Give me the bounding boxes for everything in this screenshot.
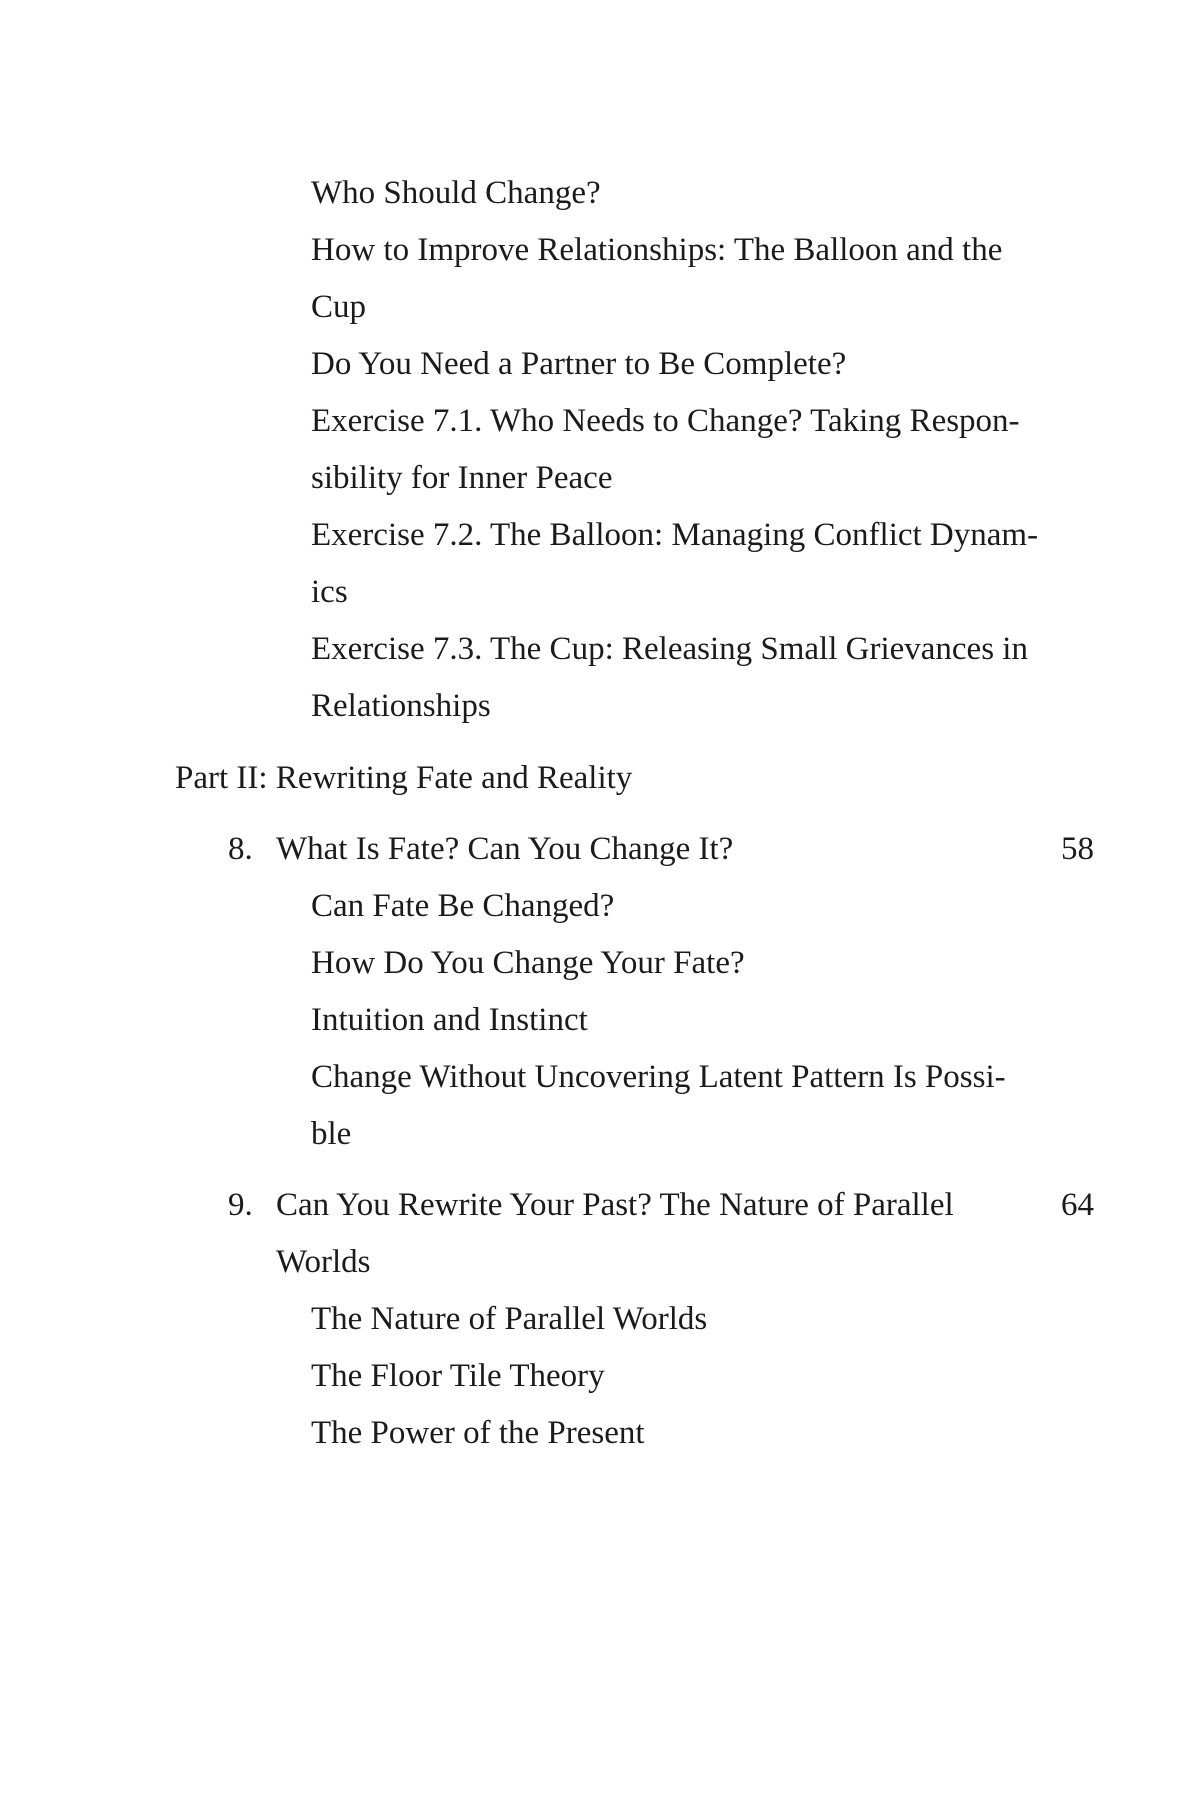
toc-subsection: The Nature of Parallel Worlds	[311, 1301, 708, 1337]
chapter-page-number: 58	[1061, 831, 1094, 867]
toc-subsection: Who Should Change?	[311, 175, 601, 211]
toc-subsection: Exercise 7.2. The Balloon: Managing Conflict Dynam-	[311, 517, 1039, 553]
chapter-number: 8.	[228, 831, 253, 867]
toc-subsection: The Floor Tile Theory	[311, 1358, 605, 1394]
toc-subsection: ics	[311, 574, 348, 610]
chapter-number: 9.	[228, 1187, 253, 1223]
toc-subsection: Exercise 7.3. The Cup: Releasing Small Grievances in	[311, 631, 1028, 667]
toc-subsection: Change Without Uncovering Latent Pattern Is Possi-	[311, 1059, 1006, 1095]
toc-subsection: sibility for Inner Peace	[311, 460, 613, 496]
chapter-page-number: 64	[1061, 1187, 1094, 1223]
chapter-title: Can You Rewrite Your Past? The Nature of Parallel	[276, 1187, 954, 1223]
toc-subsection: Relationships	[311, 688, 491, 724]
toc-subsection: Intuition and Instinct	[311, 1002, 588, 1038]
toc-subsection: Do You Need a Partner to Be Complete?	[311, 346, 847, 382]
toc-subsection: Cup	[311, 289, 367, 325]
part-heading: Part II: Rewriting Fate and Reality	[175, 760, 633, 796]
toc-subsection: How Do You Change Your Fate?	[311, 945, 745, 981]
chapter-title-continuation: Worlds	[276, 1244, 371, 1280]
toc-subsection: ble	[311, 1116, 352, 1152]
toc-subsection: How to Improve Relationships: The Balloon and the	[311, 232, 1003, 268]
toc-subsection: Exercise 7.1. Who Needs to Change? Taking Respon-	[311, 403, 1020, 439]
toc-subsection: Can Fate Be Changed?	[311, 888, 615, 924]
toc-subsection: The Power of the Present	[311, 1415, 645, 1451]
chapter-title: What Is Fate? Can You Change It?	[276, 831, 734, 867]
